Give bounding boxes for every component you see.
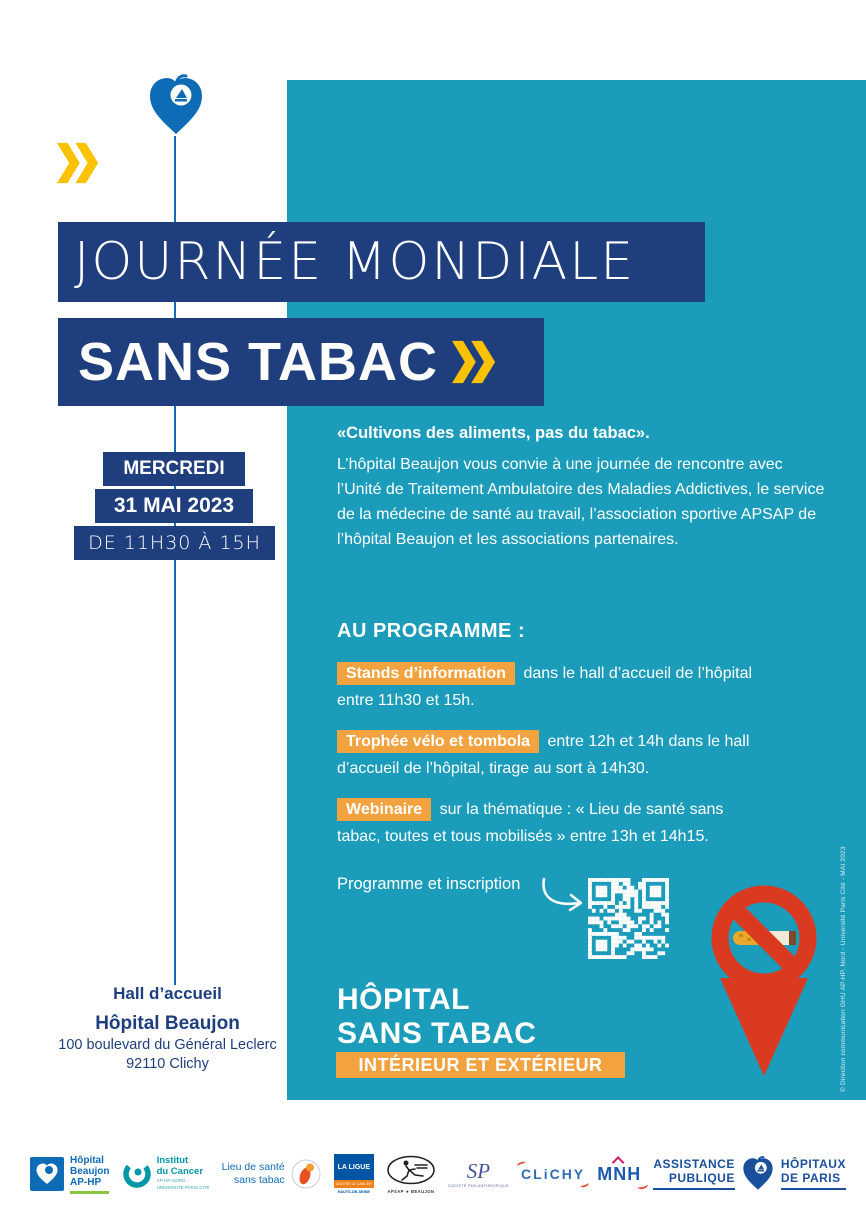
aphp-left-line1: ASSISTANCE — [653, 1157, 735, 1172]
address-city: 92110 Clichy — [126, 1056, 209, 1072]
title-line1: JOURNÉE MONDIALE — [74, 232, 636, 292]
aphp-right-line1: HÔPITAUX — [780, 1157, 846, 1172]
aphp-left-line2: PUBLIQUE — [668, 1171, 735, 1185]
institut-logo-line1: Institut — [156, 1155, 189, 1167]
institut-cancer-logo — [122, 1156, 210, 1191]
hospital-sign — [337, 983, 536, 1051]
ligue-logo-name: LA LIGUE — [334, 1154, 374, 1180]
address-hall: Hall d’accueil — [113, 984, 222, 1003]
ligue-logo-strip: CONTRE LE CANCER — [334, 1180, 374, 1188]
institut-logo-sub2: UNIVERSITÉ PARIS CITÉ — [156, 1185, 210, 1191]
aphp-heart-icon — [741, 1156, 775, 1192]
address-street: 100 boulevard du Général Leclerc — [58, 1037, 277, 1053]
beaujon-logo-line1: Hôpital — [70, 1154, 104, 1166]
registration-text: Programme et inscription — [337, 875, 521, 893]
la-ligue-logo — [334, 1154, 374, 1194]
clichy-logo — [521, 1166, 585, 1182]
program-item-label: Trophée vélo et tombola — [337, 730, 539, 753]
beaujon-logo-line3: AP-HP — [70, 1176, 102, 1188]
program-item-text: sur la thématique : « Lieu de santé sans tabac, toutes et tous mobilisés » entre 13h et 14h15. — [337, 801, 724, 845]
lieu-logo-line1: Lieu de santé — [221, 1161, 285, 1174]
lieu-sante-sans-tabac-logo — [222, 1158, 322, 1190]
schedule-date: 31 MAI 2023 — [95, 489, 253, 523]
mnh-logo — [597, 1164, 641, 1185]
main-content — [287, 80, 866, 1100]
hospital-sign-line2: SANS TABAC — [337, 1017, 537, 1050]
curved-arrow-icon — [539, 876, 591, 918]
program-item-label: Webinaire — [337, 798, 431, 821]
tagline: «Cultivons des aliments, pas du tabac». — [337, 424, 650, 442]
program-item-label: Stands d’information — [337, 662, 515, 685]
apsap-beaujon-logo — [386, 1155, 436, 1194]
program-item — [337, 660, 782, 714]
program-item — [337, 796, 737, 850]
ligue-logo-region: HAUTS-DE-SEINE — [337, 1190, 370, 1194]
beaujon-logo-line2: Beaujon — [70, 1165, 110, 1177]
intro-paragraph: L’hôpital Beaujon vous convie à une journée de rencontre avec l’Unité de Traitement Ambulatoire des Maladies Addictives, le service de la médecine de santé au travail, l’association sportive APSAP de l’hôpital Beaujon et les associations partenaires. — [337, 456, 825, 548]
program-heading: AU PROGRAMME : — [337, 620, 526, 642]
mnh-logo-label: MNH — [597, 1163, 642, 1184]
title-line2: SANS TABAC — [78, 332, 438, 392]
sp-logo-sub: SOCIÉTÉ PHILANTHROPIQUE — [448, 1183, 509, 1188]
schedule-day: MERCREDI — [103, 452, 245, 486]
no-smoking-pin-icon — [703, 870, 825, 1088]
lieu-logo-line2: sans tabac — [233, 1174, 285, 1186]
double-chevron-icon — [57, 142, 99, 184]
program-item-text: entre 12h et 14h dans le hall d’accueil de l’hôpital, tirage au sort à 14h30. — [337, 733, 750, 777]
sp-logo-monogram: SP — [466, 1158, 491, 1183]
credit-text: © Direction communication GHU AP-HP. Nord - Université Paris Cité - MAI 2023 — [840, 846, 847, 1092]
hopital-beaujon-logo — [30, 1155, 109, 1194]
institut-logo-sub1: AP-HP. NORD — [156, 1178, 186, 1184]
partner-logos-strip — [30, 1142, 846, 1206]
schedule-time: DE 11H30 À 15H — [74, 526, 275, 560]
apsap-logo-label: APSAP ★ BEAUJON — [387, 1188, 435, 1194]
address-hospital: Hôpital Beaujon — [95, 1013, 240, 1034]
institut-logo-line2: du Cancer — [156, 1165, 204, 1177]
address-block — [25, 984, 310, 1072]
heart-apple-icon — [147, 74, 205, 138]
aphp-right-line2: DE PARIS — [780, 1171, 841, 1185]
qr-code — [588, 878, 669, 959]
hospital-sign-banner: INTÉRIEUR ET EXTÉRIEUR — [336, 1052, 625, 1078]
program-item — [337, 728, 799, 782]
institut-cancer-icon — [122, 1159, 152, 1189]
clichy-logo-label: CLiCHY — [521, 1166, 586, 1182]
beaujon-heart-icon — [30, 1157, 64, 1191]
aphp-logo — [653, 1156, 846, 1192]
societe-philanthropique-logo — [448, 1158, 509, 1188]
apsap-runner-icon — [386, 1155, 436, 1187]
program-item-text: dans le hall d’accueil de l’hôpital entre 11h30 et 15h. — [337, 665, 753, 709]
lieu-sante-icon — [290, 1158, 322, 1190]
hospital-sign-line1: HÔPITAL — [337, 983, 470, 1016]
